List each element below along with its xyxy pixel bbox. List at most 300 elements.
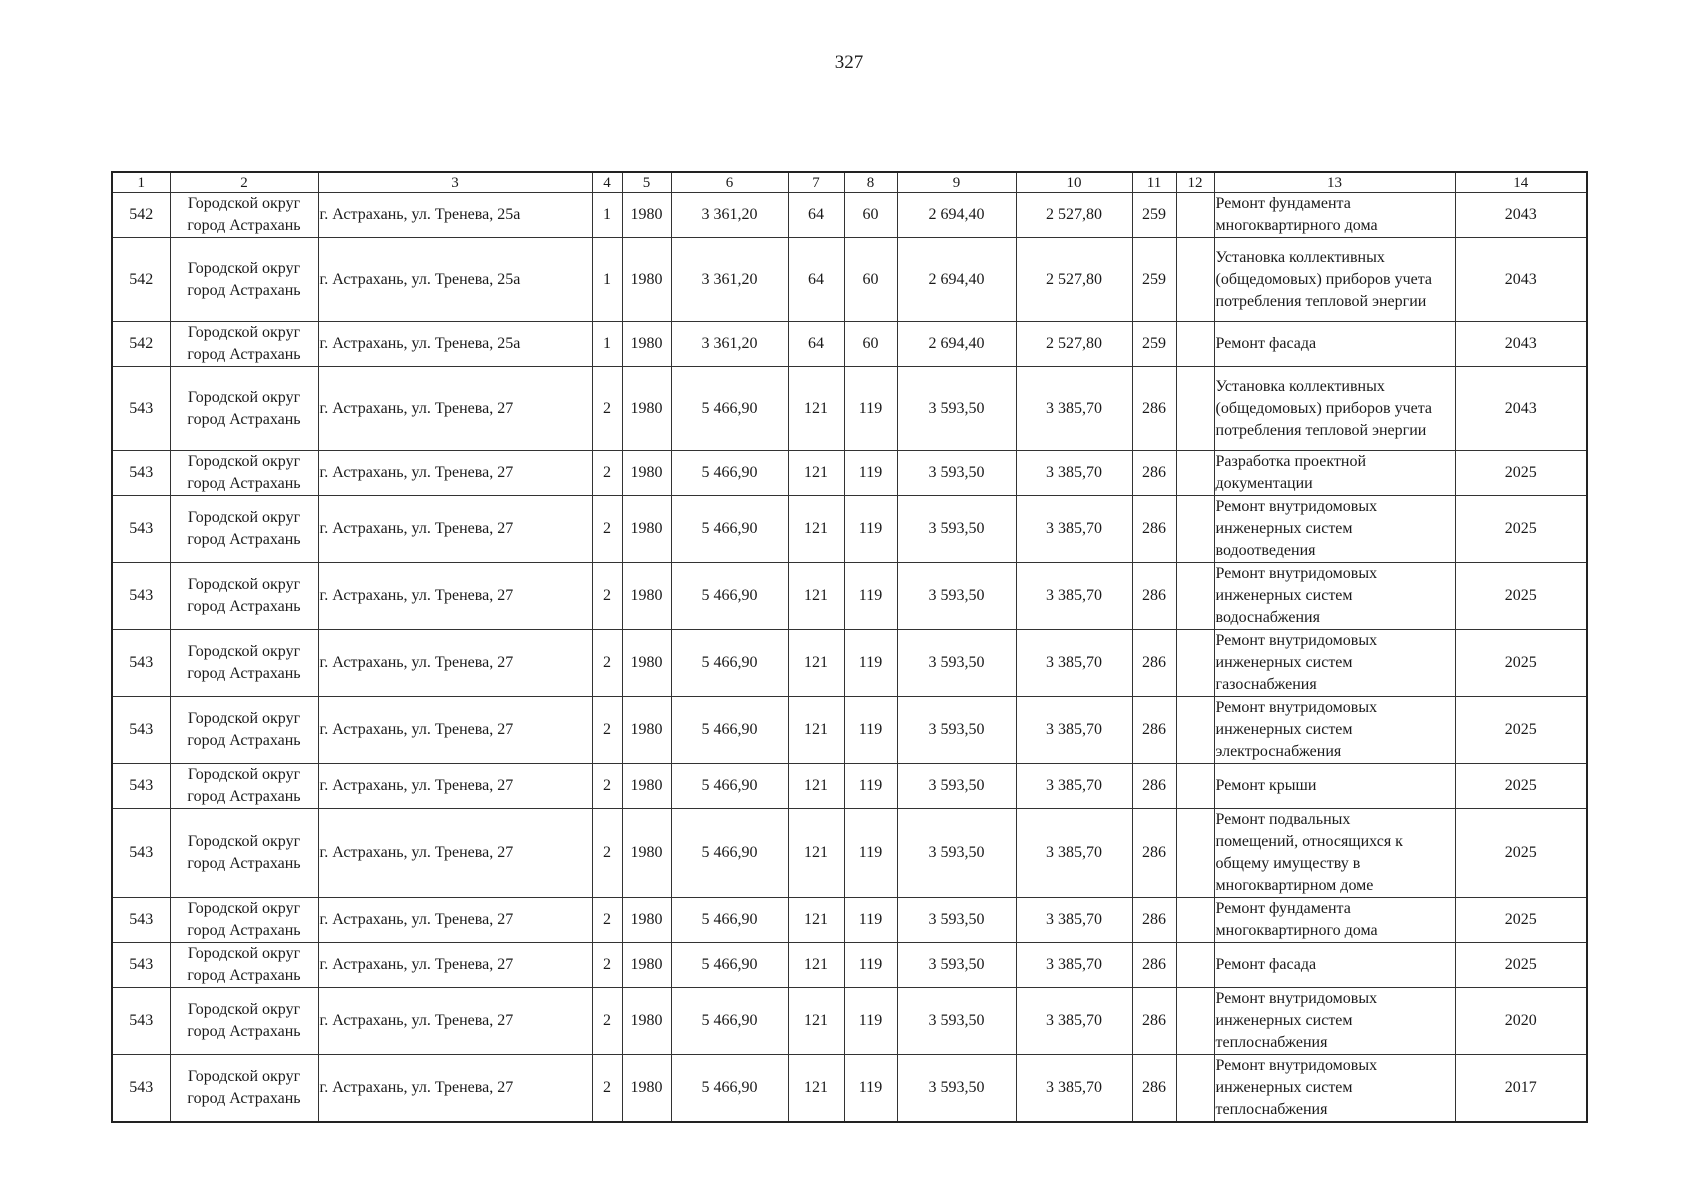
address: г. Астрахань, ул. Тренева, 27 [318, 630, 592, 697]
col-11-value: 286 [1132, 367, 1176, 451]
planned-year: 2025 [1455, 563, 1587, 630]
municipality-line: Городской округ [187, 643, 301, 660]
municipality-cell [170, 1055, 318, 1123]
work-type-line: инженерных систем [1215, 587, 1353, 604]
col-12-value [1176, 563, 1214, 630]
work-type-line: Ремонт крыши [1215, 777, 1317, 794]
col-6-value: 5 466,90 [671, 496, 788, 563]
work-type-line: Разработка проектной [1215, 453, 1367, 470]
record-number: 542 [112, 322, 170, 367]
work-type-cell [1214, 988, 1455, 1055]
col-6-value: 5 466,90 [671, 764, 788, 809]
table-row [112, 697, 1587, 764]
col-12-value [1176, 496, 1214, 563]
registry-body [112, 193, 1587, 1123]
col-11-value: 286 [1132, 563, 1176, 630]
work-type-line: потребления тепловой энергии [1215, 421, 1427, 439]
municipality-line: город Астрахань [187, 281, 301, 299]
municipality-cell [170, 943, 318, 988]
municipality-cell [170, 809, 318, 898]
municipality-cell [170, 451, 318, 496]
municipality-line: Городской округ [187, 710, 301, 727]
work-type-line: многоквартирного дома [1215, 217, 1378, 234]
col-10-value: 3 385,70 [1016, 764, 1132, 809]
record-number: 542 [112, 193, 170, 238]
municipality-line: Городской округ [187, 324, 301, 341]
work-type-line: водоснабжения [1215, 609, 1320, 626]
col-7-value: 121 [788, 630, 844, 697]
municipality-line: Городской округ [187, 833, 301, 850]
col-8-value: 119 [844, 809, 897, 898]
municipality-cell [170, 367, 318, 451]
work-type-line: Ремонт подвальных [1215, 811, 1351, 828]
col-8-value: 119 [844, 451, 897, 496]
column-header-13: 13 [1214, 172, 1455, 193]
build-year: 1980 [622, 697, 671, 764]
municipality-line: Городской округ [187, 453, 301, 470]
col-7-value: 121 [788, 988, 844, 1055]
col-12-value [1176, 988, 1214, 1055]
municipality-line: Городской округ [187, 388, 301, 406]
work-type-line: Установка коллективных [1215, 248, 1385, 266]
municipality-cell [170, 898, 318, 943]
col-6-value: 3 361,20 [671, 238, 788, 322]
work-type-line: многоквартирном доме [1215, 877, 1374, 894]
work-type-line: Ремонт внутридомовых [1215, 498, 1378, 515]
address: г. Астрахань, ул. Тренева, 27 [318, 809, 592, 898]
col-6-value: 5 466,90 [671, 367, 788, 451]
build-year: 1980 [622, 764, 671, 809]
work-type-line: Ремонт фундамента [1215, 195, 1351, 212]
work-type-cell [1214, 943, 1455, 988]
col-10-value: 3 385,70 [1016, 367, 1132, 451]
col-4-value: 2 [592, 451, 622, 496]
col-9-value: 3 593,50 [897, 943, 1016, 988]
municipality-line: город Астрахань [187, 217, 301, 234]
municipality-line: город Астрахань [187, 1023, 301, 1040]
table-row [112, 238, 1587, 322]
col-12-value [1176, 898, 1214, 943]
work-type-line: (общедомовых) приборов учета [1215, 399, 1433, 417]
col-12-value [1176, 322, 1214, 367]
municipality-line: Городской округ [187, 1068, 301, 1085]
col-7-value: 121 [788, 943, 844, 988]
build-year: 1980 [622, 367, 671, 451]
col-7-value: 121 [788, 367, 844, 451]
planned-year: 2025 [1455, 630, 1587, 697]
col-10-value: 3 385,70 [1016, 496, 1132, 563]
record-number: 543 [112, 809, 170, 898]
col-9-value: 3 593,50 [897, 809, 1016, 898]
table-row [112, 809, 1587, 898]
table-row [112, 1055, 1587, 1123]
col-8-value: 119 [844, 630, 897, 697]
municipality-line: город Астрахань [187, 598, 301, 615]
col-12-value [1176, 1055, 1214, 1123]
column-header-10: 10 [1016, 172, 1132, 193]
planned-year: 2017 [1455, 1055, 1587, 1123]
work-type-line: Ремонт фасада [1215, 335, 1317, 352]
municipality-line: город Астрахань [187, 531, 301, 548]
housing-registry-table [111, 171, 1588, 1123]
build-year: 1980 [622, 238, 671, 322]
column-header-1: 1 [112, 172, 170, 193]
municipality-line: город Астрахань [187, 732, 301, 749]
col-4-value: 2 [592, 630, 622, 697]
planned-year: 2025 [1455, 496, 1587, 563]
municipality-line: город Астрахань [187, 1090, 301, 1107]
work-type-line: документации [1215, 475, 1313, 492]
work-type-cell [1214, 809, 1455, 898]
column-header-12: 12 [1176, 172, 1214, 193]
col-11-value: 259 [1132, 193, 1176, 238]
col-12-value [1176, 367, 1214, 451]
address: г. Астрахань, ул. Тренева, 27 [318, 1055, 592, 1123]
municipality-cell [170, 238, 318, 322]
col-9-value: 2 694,40 [897, 193, 1016, 238]
col-4-value: 1 [592, 322, 622, 367]
work-type-cell [1214, 496, 1455, 563]
col-9-value: 3 593,50 [897, 630, 1016, 697]
column-header-5: 5 [622, 172, 671, 193]
work-type-line: газоснабжения [1215, 676, 1317, 693]
build-year: 1980 [622, 496, 671, 563]
col-10-value: 2 527,80 [1016, 193, 1132, 238]
address: г. Астрахань, ул. Тренева, 25а [318, 193, 592, 238]
work-type-cell [1214, 451, 1455, 496]
col-10-value: 3 385,70 [1016, 697, 1132, 764]
municipality-line: город Астрахань [187, 922, 301, 939]
col-7-value: 121 [788, 563, 844, 630]
col-7-value: 64 [788, 238, 844, 322]
col-4-value: 2 [592, 943, 622, 988]
col-7-value: 64 [788, 193, 844, 238]
planned-year: 2025 [1455, 764, 1587, 809]
record-number: 543 [112, 697, 170, 764]
col-10-value: 3 385,70 [1016, 988, 1132, 1055]
municipality-cell [170, 563, 318, 630]
record-number: 543 [112, 630, 170, 697]
col-7-value: 121 [788, 697, 844, 764]
work-type-line: Ремонт внутридомовых [1215, 1057, 1378, 1074]
col-9-value: 3 593,50 [897, 764, 1016, 809]
col-8-value: 119 [844, 898, 897, 943]
work-type-line: электроснабжения [1215, 743, 1342, 760]
municipality-cell [170, 697, 318, 764]
municipality-cell [170, 496, 318, 563]
municipality-cell [170, 630, 318, 697]
record-number: 543 [112, 1055, 170, 1123]
column-header-4: 4 [592, 172, 622, 193]
work-type-line: многоквартирного дома [1215, 922, 1378, 939]
planned-year: 2025 [1455, 898, 1587, 943]
column-header-7: 7 [788, 172, 844, 193]
record-number: 543 [112, 496, 170, 563]
col-10-value: 3 385,70 [1016, 1055, 1132, 1123]
municipality-line: город Астрахань [187, 967, 301, 984]
address: г. Астрахань, ул. Тренева, 27 [318, 496, 592, 563]
work-type-line: общему имуществу в [1215, 855, 1361, 872]
municipality-line: город Астрахань [187, 665, 301, 682]
address: г. Астрахань, ул. Тренева, 27 [318, 764, 592, 809]
col-11-value: 259 [1132, 238, 1176, 322]
col-12-value [1176, 630, 1214, 697]
planned-year: 2043 [1455, 367, 1587, 451]
record-number: 543 [112, 898, 170, 943]
work-type-cell [1214, 238, 1455, 322]
work-type-cell [1214, 898, 1455, 943]
work-type-cell [1214, 697, 1455, 764]
col-6-value: 5 466,90 [671, 898, 788, 943]
col-8-value: 119 [844, 764, 897, 809]
col-7-value: 121 [788, 1055, 844, 1123]
col-12-value [1176, 809, 1214, 898]
work-type-cell [1214, 1055, 1455, 1123]
planned-year: 2025 [1455, 697, 1587, 764]
col-10-value: 3 385,70 [1016, 563, 1132, 630]
col-10-value: 2 527,80 [1016, 238, 1132, 322]
col-8-value: 60 [844, 238, 897, 322]
build-year: 1980 [622, 322, 671, 367]
col-9-value: 3 593,50 [897, 988, 1016, 1055]
col-4-value: 1 [592, 238, 622, 322]
col-11-value: 286 [1132, 898, 1176, 943]
address: г. Астрахань, ул. Тренева, 27 [318, 898, 592, 943]
work-type-cell [1214, 764, 1455, 809]
col-4-value: 2 [592, 563, 622, 630]
municipality-cell [170, 764, 318, 809]
table-row [112, 563, 1587, 630]
col-9-value: 3 593,50 [897, 367, 1016, 451]
col-7-value: 121 [788, 764, 844, 809]
col-6-value: 5 466,90 [671, 988, 788, 1055]
col-4-value: 2 [592, 367, 622, 451]
col-9-value: 2 694,40 [897, 322, 1016, 367]
work-type-line: теплоснабжения [1215, 1101, 1328, 1118]
planned-year: 2025 [1455, 943, 1587, 988]
work-type-line: инженерных систем [1215, 721, 1353, 738]
col-12-value [1176, 193, 1214, 238]
col-11-value: 286 [1132, 943, 1176, 988]
work-type-line: Установка коллективных [1215, 377, 1385, 395]
build-year: 1980 [622, 563, 671, 630]
work-type-line: потребления тепловой энергии [1215, 292, 1427, 310]
work-type-cell [1214, 367, 1455, 451]
record-number: 543 [112, 451, 170, 496]
table-row [112, 367, 1587, 451]
work-type-line: водоотведения [1215, 542, 1316, 559]
col-11-value: 286 [1132, 1055, 1176, 1123]
col-7-value: 121 [788, 809, 844, 898]
col-11-value: 286 [1132, 697, 1176, 764]
build-year: 1980 [622, 988, 671, 1055]
municipality-line: Городской округ [187, 945, 301, 962]
col-6-value: 3 361,20 [671, 193, 788, 238]
col-11-value: 259 [1132, 322, 1176, 367]
col-9-value: 2 694,40 [897, 238, 1016, 322]
col-7-value: 64 [788, 322, 844, 367]
table-row [112, 630, 1587, 697]
table-row [112, 943, 1587, 988]
record-number: 542 [112, 238, 170, 322]
col-10-value: 3 385,70 [1016, 451, 1132, 496]
build-year: 1980 [622, 193, 671, 238]
table-row [112, 898, 1587, 943]
municipality-line: город Астрахань [187, 855, 301, 872]
col-11-value: 286 [1132, 764, 1176, 809]
work-type-cell [1214, 630, 1455, 697]
col-10-value: 3 385,70 [1016, 898, 1132, 943]
municipality-line: город Астрахань [187, 346, 301, 363]
work-type-line: Ремонт внутридомовых [1215, 990, 1378, 1007]
col-4-value: 2 [592, 496, 622, 563]
planned-year: 2043 [1455, 322, 1587, 367]
col-8-value: 119 [844, 367, 897, 451]
record-number: 543 [112, 764, 170, 809]
planned-year: 2020 [1455, 988, 1587, 1055]
col-11-value: 286 [1132, 451, 1176, 496]
build-year: 1980 [622, 630, 671, 697]
col-9-value: 3 593,50 [897, 1055, 1016, 1123]
planned-year: 2025 [1455, 451, 1587, 496]
col-10-value: 3 385,70 [1016, 809, 1132, 898]
work-type-line: инженерных систем [1215, 520, 1353, 537]
record-number: 543 [112, 943, 170, 988]
col-4-value: 1 [592, 193, 622, 238]
col-7-value: 121 [788, 451, 844, 496]
address: г. Астрахань, ул. Тренева, 27 [318, 451, 592, 496]
municipality-line: Городской округ [187, 1001, 301, 1018]
col-11-value: 286 [1132, 809, 1176, 898]
col-6-value: 5 466,90 [671, 943, 788, 988]
col-7-value: 121 [788, 898, 844, 943]
municipality-line: Городской округ [187, 576, 301, 593]
municipality-cell [170, 193, 318, 238]
col-4-value: 2 [592, 809, 622, 898]
col-8-value: 119 [844, 496, 897, 563]
column-header-14: 14 [1455, 172, 1587, 193]
col-8-value: 119 [844, 943, 897, 988]
address: г. Астрахань, ул. Тренева, 27 [318, 367, 592, 451]
municipality-line: город Астрахань [187, 788, 301, 805]
col-6-value: 5 466,90 [671, 809, 788, 898]
work-type-line: помещений, относящихся к [1215, 833, 1403, 850]
col-6-value: 5 466,90 [671, 451, 788, 496]
planned-year: 2043 [1455, 238, 1587, 322]
planned-year: 2025 [1455, 809, 1587, 898]
work-type-line: Ремонт фасада [1215, 956, 1317, 973]
table-row [112, 496, 1587, 563]
col-9-value: 3 593,50 [897, 697, 1016, 764]
build-year: 1980 [622, 1055, 671, 1123]
table-row [112, 988, 1587, 1055]
col-12-value [1176, 451, 1214, 496]
col-4-value: 2 [592, 1055, 622, 1123]
column-header-8: 8 [844, 172, 897, 193]
municipality-line: Городской округ [187, 766, 301, 783]
col-8-value: 119 [844, 563, 897, 630]
work-type-line: (общедомовых) приборов учета [1215, 270, 1433, 288]
col-6-value: 3 361,20 [671, 322, 788, 367]
column-header-11: 11 [1132, 172, 1176, 193]
column-header-2: 2 [170, 172, 318, 193]
col-4-value: 2 [592, 898, 622, 943]
col-6-value: 5 466,90 [671, 697, 788, 764]
column-number-row [112, 172, 1587, 193]
col-8-value: 60 [844, 193, 897, 238]
address: г. Астрахань, ул. Тренева, 27 [318, 697, 592, 764]
col-11-value: 286 [1132, 630, 1176, 697]
col-6-value: 5 466,90 [671, 563, 788, 630]
address: г. Астрахань, ул. Тренева, 27 [318, 988, 592, 1055]
work-type-line: Ремонт внутридомовых [1215, 632, 1378, 649]
col-4-value: 2 [592, 988, 622, 1055]
col-8-value: 119 [844, 1055, 897, 1123]
work-type-line: инженерных систем [1215, 1079, 1353, 1096]
col-9-value: 3 593,50 [897, 451, 1016, 496]
col-8-value: 60 [844, 322, 897, 367]
col-8-value: 119 [844, 988, 897, 1055]
work-type-cell [1214, 193, 1455, 238]
address: г. Астрахань, ул. Тренева, 25а [318, 238, 592, 322]
record-number: 543 [112, 988, 170, 1055]
col-7-value: 121 [788, 496, 844, 563]
municipality-line: Городской округ [187, 259, 301, 277]
build-year: 1980 [622, 898, 671, 943]
record-number: 543 [112, 563, 170, 630]
column-header-3: 3 [318, 172, 592, 193]
table-row [112, 193, 1587, 238]
work-type-line: Ремонт внутридомовых [1215, 565, 1378, 582]
work-type-cell [1214, 563, 1455, 630]
col-12-value [1176, 943, 1214, 988]
address: г. Астрахань, ул. Тренева, 27 [318, 563, 592, 630]
column-header-6: 6 [671, 172, 788, 193]
build-year: 1980 [622, 943, 671, 988]
table-row [112, 764, 1587, 809]
col-10-value: 3 385,70 [1016, 630, 1132, 697]
page-number: 327 [834, 52, 864, 73]
col-11-value: 286 [1132, 988, 1176, 1055]
col-8-value: 119 [844, 697, 897, 764]
work-type-line: инженерных систем [1215, 654, 1353, 671]
table-row [112, 322, 1587, 367]
col-12-value [1176, 764, 1214, 809]
col-11-value: 286 [1132, 496, 1176, 563]
work-type-cell [1214, 322, 1455, 367]
address: г. Астрахань, ул. Тренева, 27 [318, 943, 592, 988]
col-9-value: 3 593,50 [897, 898, 1016, 943]
col-9-value: 3 593,50 [897, 563, 1016, 630]
work-type-line: теплоснабжения [1215, 1034, 1328, 1051]
municipality-line: город Астрахань [187, 410, 301, 428]
municipality-line: Городской округ [187, 195, 301, 212]
col-10-value: 2 527,80 [1016, 322, 1132, 367]
municipality-cell [170, 322, 318, 367]
municipality-line: Городской округ [187, 900, 301, 917]
col-9-value: 3 593,50 [897, 496, 1016, 563]
col-4-value: 2 [592, 764, 622, 809]
work-type-line: Ремонт внутридомовых [1215, 699, 1378, 716]
col-12-value [1176, 697, 1214, 764]
municipality-cell [170, 988, 318, 1055]
address: г. Астрахань, ул. Тренева, 25а [318, 322, 592, 367]
record-number: 543 [112, 367, 170, 451]
col-12-value [1176, 238, 1214, 322]
col-4-value: 2 [592, 697, 622, 764]
col-6-value: 5 466,90 [671, 630, 788, 697]
build-year: 1980 [622, 809, 671, 898]
